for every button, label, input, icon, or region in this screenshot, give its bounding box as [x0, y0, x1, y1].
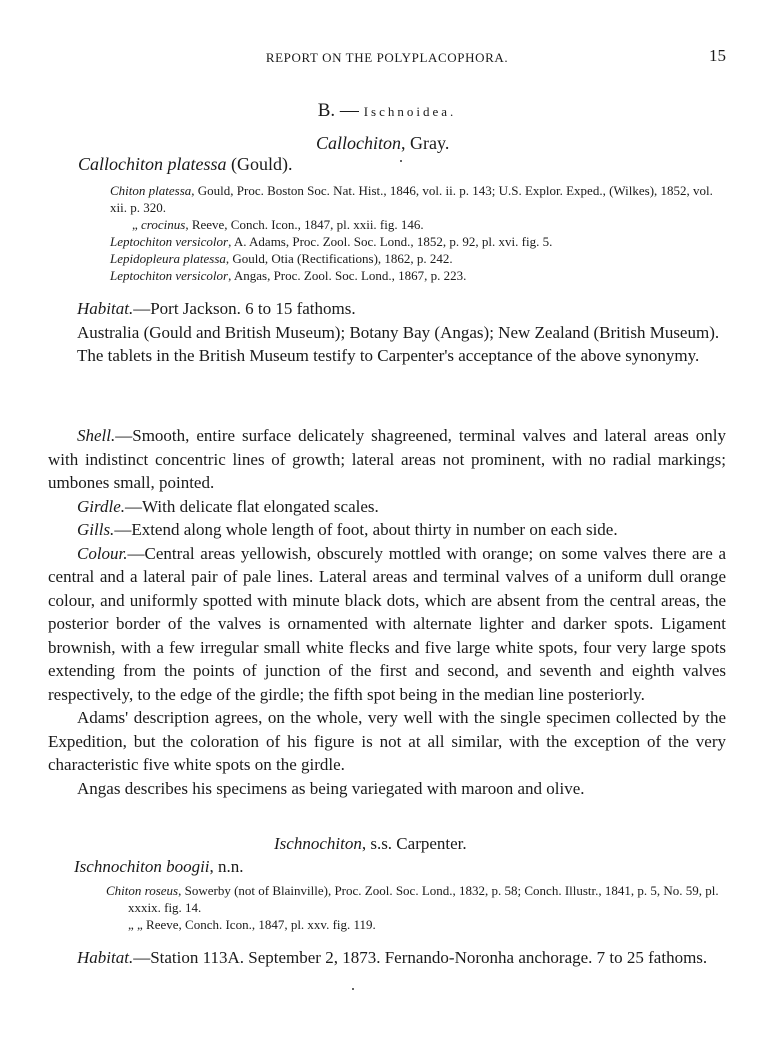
girdle-text: —With delicate flat elongated scales. [125, 496, 379, 516]
adams-paragraph: Adams' description agrees, on the whole, very well with the single specimen collected by the Expedition, but the coloration of his figure is not at all similar, with the exception of the very characteristic five white spots on the girdle. [48, 708, 726, 774]
genus-author-2: , s.s. Carpenter. [361, 834, 467, 853]
synonym-citation: , Angas, Proc. Zool. Soc. Lond., 1867, p. 223. [228, 268, 467, 283]
species-author-2: , n.n. [209, 857, 244, 876]
habitat-label-2: Habitat. [77, 948, 134, 967]
synonym-name: Chiton platessa [110, 183, 192, 198]
habitat-label: Habitat. [77, 299, 134, 318]
synonymy-entry [110, 233, 726, 250]
gills-paragraph [48, 518, 726, 542]
synonym-name: Leptochiton versicolor [110, 268, 229, 283]
habitat-text-2: —Station 113A. September 2, 1873. Fernando-Noronha anchorage. 7 to 25 fathoms. [133, 948, 708, 967]
synonym-name: Leptochiton versicolor [110, 234, 229, 249]
species-heading [78, 154, 293, 175]
synonymy-entry [110, 267, 726, 284]
section-name: Ischnoidea. [363, 104, 457, 119]
species-author: (Gould). [226, 154, 293, 174]
synonym-name: Lepidopleura platessa [110, 251, 226, 266]
ditto-mark: „ [132, 217, 142, 232]
synonymy-entry [110, 250, 726, 267]
species-name: Callochiton platessa [78, 154, 227, 174]
running-title: REPORT ON THE POLYPLACOPHORA. [265, 50, 509, 65]
body-block-3 [48, 946, 726, 970]
species-name-2: Ischnochiton boogii [74, 857, 210, 876]
body-block-2 [48, 424, 726, 800]
shell-label: Shell. [77, 426, 116, 445]
habitat-paragraph-2 [48, 946, 726, 970]
girdle-paragraph [48, 495, 726, 519]
gills-text: —Extend along whole length of foot, about thirty in number on each side. [114, 520, 618, 539]
synonymy-list-2 [106, 882, 726, 933]
synonymy-entry [106, 916, 726, 933]
colour-label: Colour. [77, 543, 128, 563]
genus-name-2: Ischnochiton [274, 834, 362, 853]
synonym-name: Chiton roseus [106, 883, 179, 898]
habitat-paragraph [48, 297, 726, 321]
synonym-name: crocinus [141, 217, 186, 232]
page-number: 15 [709, 46, 726, 65]
genus-heading [316, 133, 449, 154]
print-speck [400, 160, 402, 162]
synonym-citation: Reeve, Conch. Icon., 1847, pl. xxv. fig. 119. [146, 917, 376, 932]
synonym-citation: , Sowerby (not of Blainville), Proc. Zool. Soc. Lond., 1832, p. 58; Conch. Illustr., 1841, p. 5, No. 59, pl. xxxix. fig. 14. [128, 883, 719, 915]
synonym-citation: , A. Adams, Proc. Zool. Soc. Lond., 1852, p. 92, pl. xvi. fig. 5. [228, 234, 553, 249]
genus-name: Callochiton [316, 133, 401, 153]
colour-paragraph [48, 542, 726, 707]
synonymy-list [110, 182, 726, 284]
section-prefix: B. — [317, 100, 364, 121]
section-heading [48, 100, 726, 122]
girdle-label: Girdle. [77, 496, 126, 516]
angas-paragraph: Angas describes his specimens as being variegated with maroon and olive. [77, 778, 585, 798]
species-heading-2 [74, 857, 244, 877]
body-block-1 [48, 297, 726, 368]
distribution-paragraph: Australia (Gould and British Museum); Botany Bay (Angas); New Zealand (British Museum). [77, 322, 720, 342]
running-header [48, 46, 726, 68]
tablets-paragraph: The tablets in the British Museum testify to Carpenter's acceptance of the above synonymy. [77, 346, 700, 365]
print-speck [352, 988, 354, 990]
genus-heading-2 [274, 834, 467, 854]
habitat-text: —Port Jackson. 6 to 15 fathoms. [133, 299, 356, 318]
synonymy-entry [110, 216, 726, 233]
shell-paragraph [48, 424, 726, 495]
synonym-citation: , Reeve, Conch. Icon., 1847, pl. xxii. fig. 146. [185, 217, 424, 232]
shell-text: —Smooth, entire surface delicately shagreened, terminal valves and lateral areas only with indistinct concentric lines of growth; lateral areas not prominent, with no radial markings; umbones small, pointed. [48, 426, 726, 492]
synonymy-entry [110, 182, 726, 216]
colour-text: —Central areas yellowish, obscurely mottled with orange; on some valves there are a central and a lateral pair of pale lines. Lateral areas and terminal valves of a uniform dull orange colour, and uniformly spotted with minute black dots, which are absent from the central areas, the posterior border of the valves is ornamented with alternate lighter and darker spots. Ligament brownish, with a few irregular small white flecks and five large white spots, four very large spots extending from the points of junction of the first and second, and seventh and eighth valves respectively, to the edge of the girdle; the fifth spot being in the median line posteriorly. [48, 543, 726, 704]
ditto-mark: „ „ [128, 917, 147, 932]
genus-author: , Gray. [401, 133, 450, 153]
synonym-citation: , Gould, Otia (Rectifications), 1862, p. 242. [225, 251, 453, 266]
synonymy-entry [106, 882, 726, 916]
gills-label: Gills. [77, 520, 115, 539]
synonym-citation: , Gould, Proc. Boston Soc. Nat. Hist., 1846, vol. ii. p. 143; U.S. Explor. Exped., (Wilkes), 1852, vol. xii. p. 320. [110, 183, 713, 215]
